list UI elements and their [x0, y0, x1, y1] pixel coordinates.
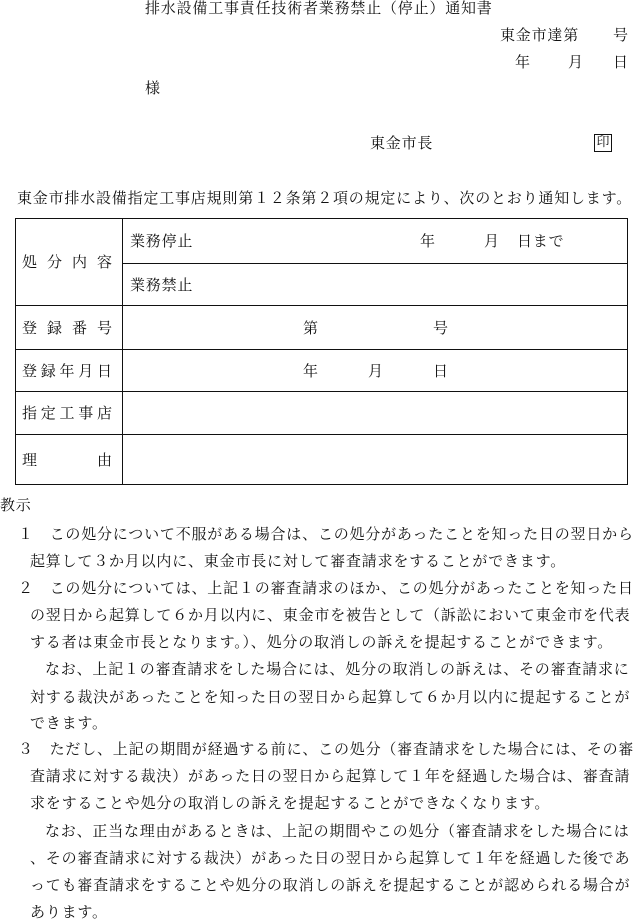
row-registration-date [16, 349, 627, 391]
subrow-prohibition [123, 263, 627, 305]
label-cell-reason [16, 435, 123, 484]
label-registration-date: 登録年月日 [22, 361, 112, 380]
label-disposition: 処分内容 [22, 253, 112, 271]
instruction-line: なお、上記１の審査請求をした場合には、処分の取消しの訴えは、その審査請求に [45, 660, 630, 678]
value-cell-registration-number [123, 306, 627, 349]
value-cell-disposition [123, 219, 627, 305]
registration-number-suffix: 号 [433, 318, 449, 337]
label-registration-number: 登録番号 [22, 318, 112, 337]
instruction-line: する者は東金市長となります。）、処分の取消しの訴えを提起することができます。 [30, 633, 614, 651]
label-reason: 理由 [22, 450, 112, 469]
date-day: 日 [613, 53, 629, 71]
registration-date-year: 年 [303, 361, 319, 380]
row-disposition [16, 219, 627, 305]
suspension-until-year: 年 [420, 232, 436, 250]
registration-number-prefix: 第 [303, 318, 319, 337]
document-title: 排水設備工事責任技術者業務禁止（停止）通知書 [145, 0, 493, 17]
label-cell-registration-date [16, 350, 123, 391]
instruction-line: 対する裁決があったことを知った日の翌日から起算して６か月以内に提起することが [30, 688, 631, 706]
date-month: 月 [568, 53, 584, 71]
addressee-suffix: 様 [145, 79, 161, 97]
instruction-line: ３ ただし、上記の期間が経過する前に、この処分（審査請求をした場合には、その審 [18, 740, 635, 758]
doc-number-suffix: 号 [613, 26, 629, 44]
suspension-text: 業務停止 [130, 232, 194, 250]
value-cell-reason [123, 435, 627, 484]
registration-date-day: 日 [433, 361, 449, 380]
instruction-line: あります。 [30, 903, 108, 921]
value-cell-registration-date [123, 350, 627, 391]
instruction-line: っても審査請求をすることや処分の取消しの訴えを提起することが認められる場合が [30, 876, 631, 894]
instruction-line: 起算して３か月以内に、東金市長に対して審査請求をすることができます。 [30, 552, 567, 570]
sender-name: 東金市長 [370, 134, 434, 152]
row-designated-contractor [16, 391, 627, 434]
registration-date-month: 月 [368, 361, 384, 380]
date-year: 年 [515, 53, 531, 71]
prohibition-text: 業務禁止 [130, 275, 194, 294]
label-cell-disposition [16, 219, 123, 305]
instruction-line: ２ この処分については、上記１の審査請求のほか、この処分があったことを知った日 [18, 579, 634, 597]
suspension-until-month: 月 [484, 232, 500, 250]
subrow-suspension [123, 219, 627, 263]
instruction-line: 査請求に対する裁決）があった日の翌日から起算して１年を経過した場合は、審査請 [30, 767, 631, 785]
instruction-line: 、その審査請求に対する裁決）があった日の翌日から起算して１年を経過した後であ [30, 849, 631, 867]
seal-box: 印 [594, 134, 612, 152]
label-cell-designated-contractor [16, 392, 123, 434]
instructions-heading: 教示 [0, 496, 32, 514]
notice-table [15, 218, 628, 485]
label-designated-contractor: 指定工事店 [22, 404, 112, 422]
suspension-until-day: 日まで [517, 232, 565, 250]
value-cell-designated-contractor [123, 392, 627, 434]
intro-text: 東金市排水設備指定工事店規則第１２条第２項の規定により、次のとおり通知します。 [17, 189, 633, 207]
doc-number-prefix: 東金市達第 [500, 26, 580, 44]
instruction-line: なお、正当な理由があるときは、上記の期間やこの処分（審査請求をした場合には [45, 822, 630, 840]
instruction-line: の翌日から起算して６か月以内に、東金市を被告として（訴訟において東金市を代表 [30, 606, 631, 624]
row-registration-number [16, 305, 627, 349]
label-cell-registration-number [16, 306, 123, 349]
instruction-line: できます。 [30, 714, 108, 732]
instruction-line: １ この処分について不服がある場合は、この処分があったことを知った日の翌日から [18, 525, 634, 543]
row-reason [16, 434, 627, 484]
instruction-line: 求をすることや処分の取消しの訴えを提起することができなくなります。 [30, 794, 551, 812]
